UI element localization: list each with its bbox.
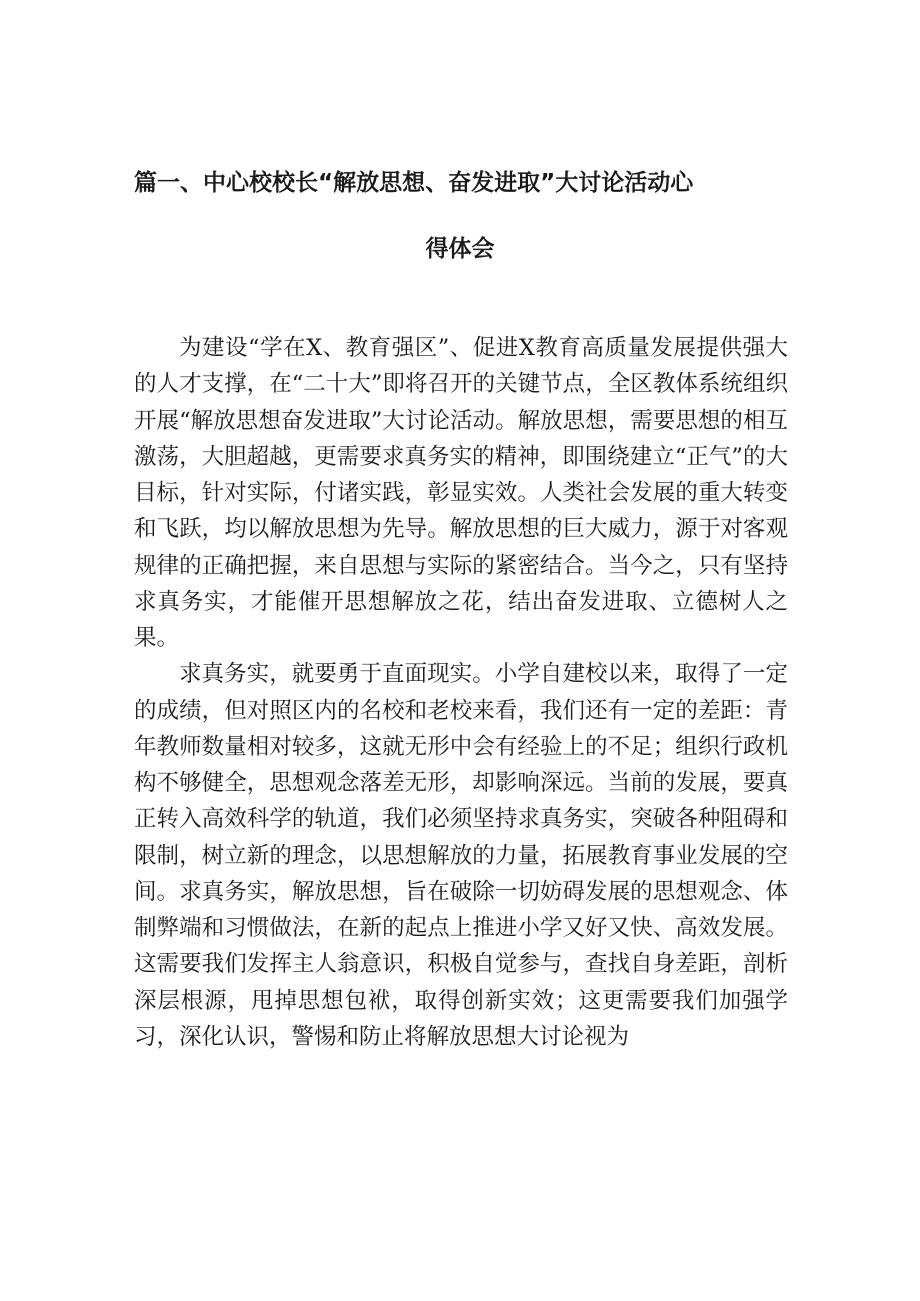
document-title-line-1: 篇一、中心校校长“解放思想、奋发进取”大讨论活动心 [134, 170, 694, 196]
paragraph-1: 为建设“学在X、教育强区”、促进X教育高质量发展提供强大的人才支撑，在“二十大”即将召开的关键节点，全区教体系统组织开展“解放思想奋发进取”大讨论活动。解放思想，需要思想的相互激荡，大胆超越，更需要求真务实的精神，即围绕建立“正气”的大目标，针对实际，付诸实践，彰显实效。人类社会发展的重大转变和飞跃，均以解放思想为先导。解放思想的巨大威力，源于对客观规律的正确把握，来自思想与实际的紧密结合。当今之，只有坚持求真务实，才能催开思想解放之花，结出奋发进取、立德树人之果。 [134, 335, 788, 651]
paragraph-2: 求真务实，就要勇于直面现实。小学自建校以来，取得了一定的成绩，但对照区内的名校和老校来看，我们还有一定的差距：青年教师数量相对较多，这就无形中会有经验上的不足；组织行政机构不够健全，思想观念落差无形，却影响深远。当前的发展，要真正转入高效科学的轨道，我们必须坚持求真务实，突破各种阻碍和限制，树立新的理念，以思想解放的力量，拓展教育事业发展的空间。求真务实，解放思想，旨在破除一切妨碍发展的思想观念、体制弊端和习惯做法，在新的起点上推进小学又好又快、高效发展。这需要我们发挥主人翁意识，积极自觉参与，查找自身差距，剖析深层根源，甩掉思想包袱，取得创新实效；这更需要我们加强学习，深化认识，警惕和防止将解放思想大讨论视为 [134, 661, 788, 1050]
document-body [134, 330, 788, 1055]
document-title-line-2: 得体会 [425, 236, 495, 262]
